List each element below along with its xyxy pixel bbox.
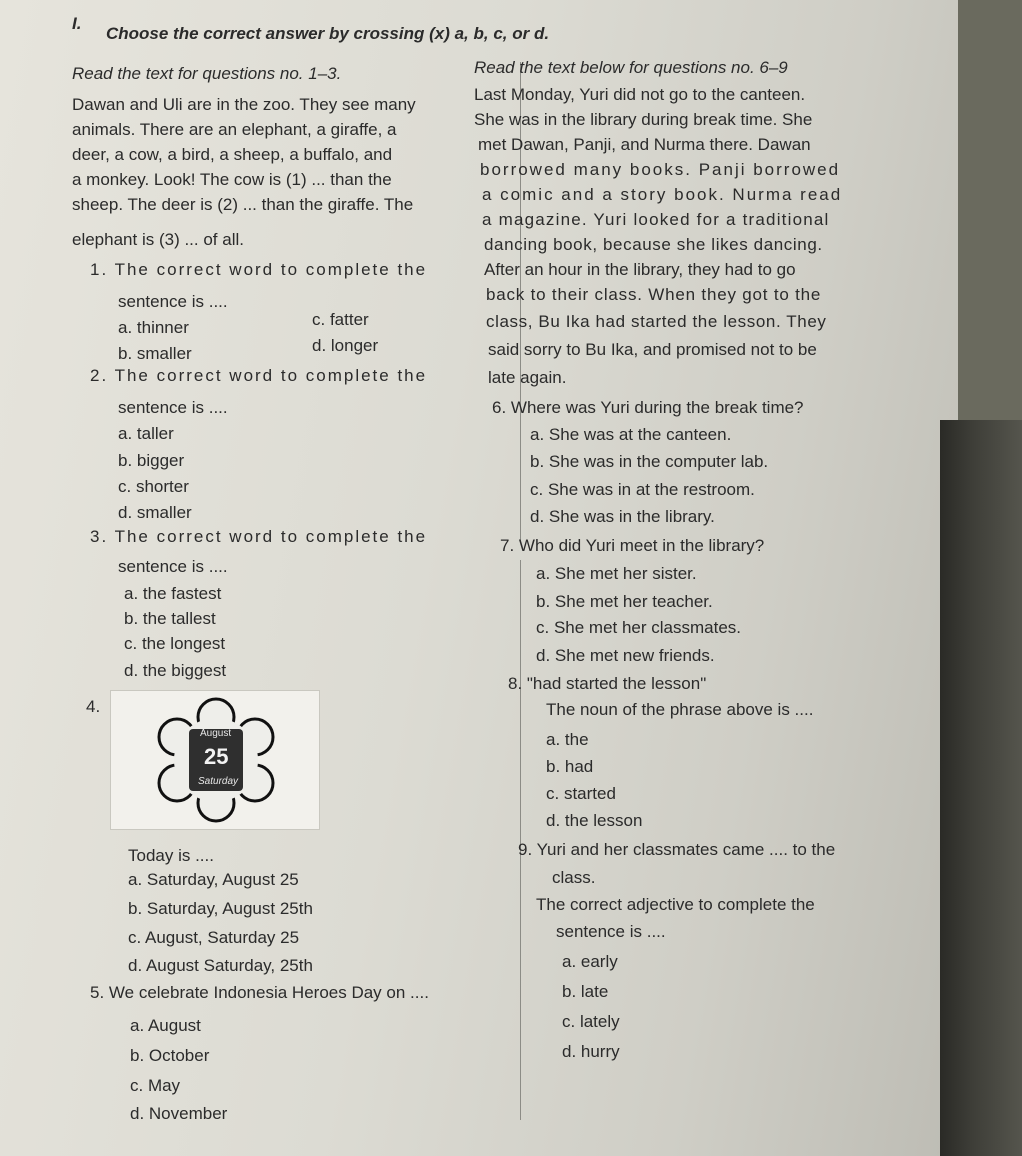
q9-option-c[interactable]: c. lately <box>562 1012 620 1031</box>
q2-stem-cont: sentence is .... <box>118 398 228 417</box>
q9-option-b[interactable]: b. late <box>562 982 609 1001</box>
instruction-number: I. <box>72 14 82 33</box>
q2-option-d[interactable]: d. smaller <box>118 503 192 522</box>
right-passage-line: Last Monday, Yuri did not go to the canteen. <box>474 85 806 104</box>
q3-stem-cont: sentence is .... <box>118 557 228 576</box>
q8-option-b[interactable]: b. had <box>546 757 594 776</box>
q1-option-c[interactable]: c. fatter <box>312 310 369 329</box>
q4-stem: Today is .... <box>128 846 214 865</box>
q3-option-b[interactable]: b. the tallest <box>124 609 216 628</box>
q1-option-b[interactable]: b. smaller <box>118 344 192 363</box>
right-passage-line: class, Bu Ika had started the lesson. They <box>486 312 827 331</box>
right-passage-line: dancing book, because she likes dancing. <box>484 235 823 254</box>
right-passage-line: After an hour in the library, they had to go <box>484 260 796 279</box>
right-passage-line: a comic and a story book. Nurma read <box>482 185 843 204</box>
left-passage-line: a monkey. Look! The cow is (1) ... than the <box>72 170 392 189</box>
right-passage-line: borrowed many books. Panji borrowed <box>480 160 841 179</box>
left-passage-line: elephant is (3) ... of all. <box>72 230 244 249</box>
right-read-heading: Read the text below for questions no. 6–9 <box>474 58 788 77</box>
q4-option-d[interactable]: d. August Saturday, 25th <box>128 956 313 975</box>
left-passage-line: deer, a cow, a bird, a sheep, a buffalo, and <box>72 145 393 164</box>
q5-stem: 5. We celebrate Indonesia Heroes Day on .... <box>90 983 429 1002</box>
right-passage-line: a magazine. Yuri looked for a traditional <box>482 210 830 229</box>
q2-option-a[interactable]: a. taller <box>118 424 174 443</box>
q7-stem: 7. Who did Yuri meet in the library? <box>500 536 765 555</box>
q2-option-b[interactable]: b. bigger <box>118 451 185 470</box>
q5-option-a[interactable]: a. August <box>130 1016 201 1035</box>
right-passage-line: late again. <box>488 368 567 387</box>
q9-stem-cont: The correct adjective to complete the <box>536 895 815 914</box>
q8-option-c[interactable]: c. started <box>546 784 616 803</box>
q5-option-b[interactable]: b. October <box>130 1046 210 1065</box>
q8-option-d[interactable]: d. the lesson <box>546 811 643 830</box>
instruction-text: Choose the correct answer by crossing (x) a, b, c, or d. <box>106 24 550 43</box>
q3-option-a[interactable]: a. the fastest <box>124 584 222 603</box>
q7-option-b[interactable]: b. She met her teacher. <box>536 592 713 611</box>
q8-option-a[interactable]: a. the <box>546 730 589 749</box>
q4-option-a[interactable]: a. Saturday, August 25 <box>128 870 299 889</box>
q9-option-a[interactable]: a. early <box>562 952 618 971</box>
background-edge <box>940 420 1022 1156</box>
q3-stem: 3. The correct word to complete the <box>90 527 428 546</box>
q5-option-c[interactable]: c. May <box>130 1076 181 1095</box>
q1-stem-cont: sentence is .... <box>118 292 228 311</box>
q9-option-d[interactable]: d. hurry <box>562 1042 620 1061</box>
q4-option-c[interactable]: c. August, Saturday 25 <box>128 928 300 947</box>
q7-option-c[interactable]: c. She met her classmates. <box>536 618 742 637</box>
calendar-month: August <box>200 728 232 739</box>
q1-option-d[interactable]: d. longer <box>312 336 379 355</box>
calendar-weekday: Saturday <box>198 776 239 787</box>
q4-number: 4. <box>86 697 101 716</box>
q7-option-a[interactable]: a. She met her sister. <box>536 564 697 583</box>
q9-stem-cont: sentence is .... <box>556 922 666 941</box>
calendar-day: 25 <box>204 744 229 769</box>
left-passage-line: animals. There are an elephant, a giraffe, a <box>72 120 397 139</box>
q1-stem: 1. The correct word to complete the <box>90 260 428 279</box>
q2-stem: 2. The correct word to complete the <box>90 366 428 385</box>
q3-option-c[interactable]: c. the longest <box>124 634 226 653</box>
left-passage-line: sheep. The deer is (2) ... than the giraffe. The <box>72 195 414 214</box>
right-passage-line: back to their class. When they got to the <box>486 285 822 304</box>
left-passage-line: Dawan and Uli are in the zoo. They see many <box>72 95 416 114</box>
q6-option-d[interactable]: d. She was in the library. <box>530 507 715 526</box>
left-read-heading: Read the text for questions no. 1–3. <box>72 64 342 83</box>
q5-option-d[interactable]: d. November <box>130 1104 228 1123</box>
right-passage-line: said sorry to Bu Ika, and promised not to be <box>488 340 817 359</box>
q4-option-b[interactable]: b. Saturday, August 25th <box>128 899 313 918</box>
q6-stem: 6. Where was Yuri during the break time? <box>492 398 804 417</box>
q8-stem-cont: The noun of the phrase above is .... <box>546 700 814 719</box>
q3-option-d[interactable]: d. the biggest <box>124 661 227 680</box>
q6-option-c[interactable]: c. She was in at the restroom. <box>530 480 755 499</box>
q9-stem: 9. Yuri and her classmates came .... to the <box>518 840 836 859</box>
q6-option-a[interactable]: a. She was at the canteen. <box>530 425 732 444</box>
q1-option-a[interactable]: a. thinner <box>118 318 189 337</box>
right-passage-line: met Dawan, Panji, and Nurma there. Dawan <box>478 135 811 154</box>
q2-option-c[interactable]: c. shorter <box>118 477 189 496</box>
q6-option-b[interactable]: b. She was in the computer lab. <box>530 452 769 471</box>
q8-stem: 8. "had started the lesson" <box>508 674 707 693</box>
q7-option-d[interactable]: d. She met new friends. <box>536 646 715 665</box>
right-passage-line: She was in the library during break time. She <box>474 110 813 129</box>
q9-stem-cont: class. <box>552 868 596 887</box>
